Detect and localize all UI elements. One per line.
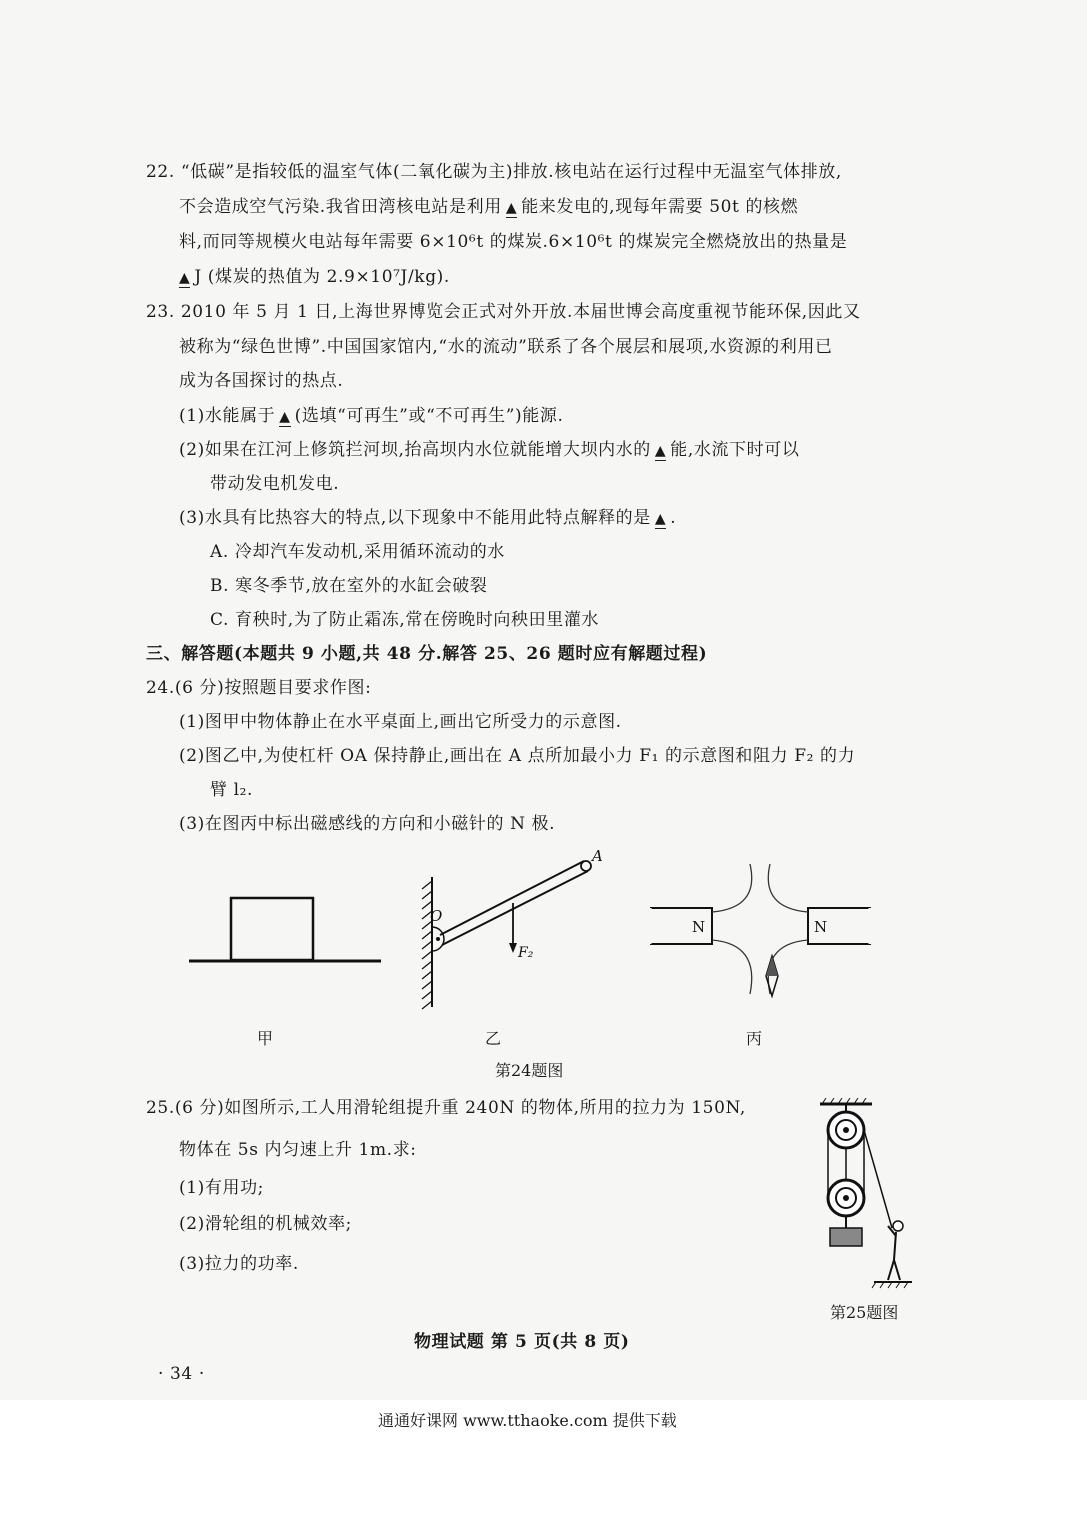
q24-figure-caption: 第24题图 <box>495 1061 564 1080</box>
site-footer: 通通好课网 www.tthaoke.com 提供下载 <box>378 1411 677 1430</box>
q23-option-c: C. 育秧时,为了防止霜冻,常在傍晚时向秧田里灌水 <box>210 610 600 630</box>
block <box>231 898 313 960</box>
answer-blank: ▲ <box>179 267 190 288</box>
page-footer: 物理试题 第 5 页(共 8 页) <box>414 1332 630 1352</box>
q24-part-1: (1)图甲中物体静止在水平桌面上,画出它所受力的示意图. <box>179 712 622 732</box>
q23-part-1: (1)水能属于 ▲ (选填“可再生”或“不可再生”)能源. <box>179 406 564 426</box>
answer-blank: ▲ <box>655 440 666 461</box>
q24-part-2: (2)图乙中,为使杠杆 OA 保持静止,画出在 A 点所加最小力 F₁ 的示意图和阻力 F₂ 的力 <box>179 746 856 766</box>
q23-option-a: A. 冷却汽车发动机,采用循环流动的水 <box>210 542 505 562</box>
magnet-right-pole-label: N <box>814 918 828 936</box>
q24-part-2-cont: 臂 l₂. <box>210 780 254 800</box>
compass-needle-half <box>766 956 778 976</box>
label-f2: F₂ <box>518 945 534 961</box>
q22-line-1: 22. “低碳”是指较低的温室气体(二氧化碳为主)排放.核电站在运行过程中无温室气体排放, <box>146 162 842 182</box>
q23-line-1: 23. 2010 年 5 月 1 日,上海世界博览会正式对外开放.本届世博会高度重视节能环保,因此又 <box>146 302 861 322</box>
answer-blank: ▲ <box>655 508 666 529</box>
worker-head <box>893 1221 903 1231</box>
q23-line-3: 成为各国探讨的热点. <box>179 371 344 391</box>
magnet-left-pole-label: N <box>692 918 706 936</box>
q23-option-b: B. 寒冬季节,放在室外的水缸会破裂 <box>210 576 488 596</box>
q25-part-2: (2)滑轮组的机械效率; <box>179 1214 353 1234</box>
q22-line-4: ▲ J (煤炭的热值为 2.9×10⁷J/kg). <box>179 267 450 287</box>
load-block <box>830 1228 862 1246</box>
q25-line-1: 25.(6 分)如图所示,工人用滑轮组提升重 240N 的物体,所用的拉力为 150N, <box>146 1098 746 1118</box>
label-yi: 乙 <box>485 1029 502 1048</box>
figure-pulley-system <box>812 1098 912 1298</box>
answer-blank: ▲ <box>279 406 290 427</box>
answer-blank: ▲ <box>506 197 517 218</box>
figure-magnets <box>650 860 880 1005</box>
q22-line-2: 不会造成空气污染.我省田湾核电站是利用 ▲ 能来发电的,现每年需要 50t 的核燃 <box>179 197 799 217</box>
q25-line-2: 物体在 5s 内匀速上升 1m.求: <box>179 1140 417 1160</box>
figure-block-on-table <box>185 890 385 970</box>
q25-part-3: (3)拉力的功率. <box>179 1254 299 1274</box>
wall-hatching <box>422 881 432 1009</box>
force-f2-arrowhead <box>509 943 517 953</box>
q23-part-2-cont: 带动发电机发电. <box>210 474 340 494</box>
lever-edge-bottom <box>442 871 588 945</box>
pivot-point <box>436 937 440 941</box>
page-number: · 34 · <box>158 1364 205 1384</box>
section-3-heading: 三、解答题(本题共 9 小题,共 48 分.解答 25、26 题时应有解题过程) <box>146 644 708 664</box>
q24-part-3: (3)在图丙中标出磁感线的方向和小磁针的 N 极. <box>179 814 556 834</box>
q23-part-3: (3)水具有比热容大的特点,以下现象中不能用此特点解释的是 ▲ . <box>179 508 677 528</box>
label-o: O <box>430 907 443 925</box>
q25-part-1: (1)有用功; <box>179 1178 265 1198</box>
worker-body <box>888 1226 900 1280</box>
lever-edge-top <box>440 861 584 935</box>
label-bing: 丙 <box>746 1029 763 1048</box>
figure-lever <box>420 845 620 1015</box>
q23-line-2: 被称为“绿色世博”.中国国家馆内,“水的流动”联系了各个展层和展项,水资源的利用已 <box>179 337 833 357</box>
field-lines <box>712 864 808 994</box>
label-jia: 甲 <box>257 1029 274 1048</box>
q22-line-3: 料,而同等规模火电站每年需要 6×10⁶t 的煤炭.6×10⁶t 的煤炭完全燃烧放出的热量是 <box>179 232 848 252</box>
lever-end <box>581 861 591 871</box>
q25-figure-caption: 第25题图 <box>830 1303 899 1322</box>
label-a: A <box>592 847 603 865</box>
q23-part-2: (2)如果在江河上修筑拦河坝,抬高坝内水位就能增大坝内水的 ▲ 能,水流下时可以 <box>179 440 800 460</box>
q24-head: 24.(6 分)按照题目要求作图: <box>146 678 372 698</box>
